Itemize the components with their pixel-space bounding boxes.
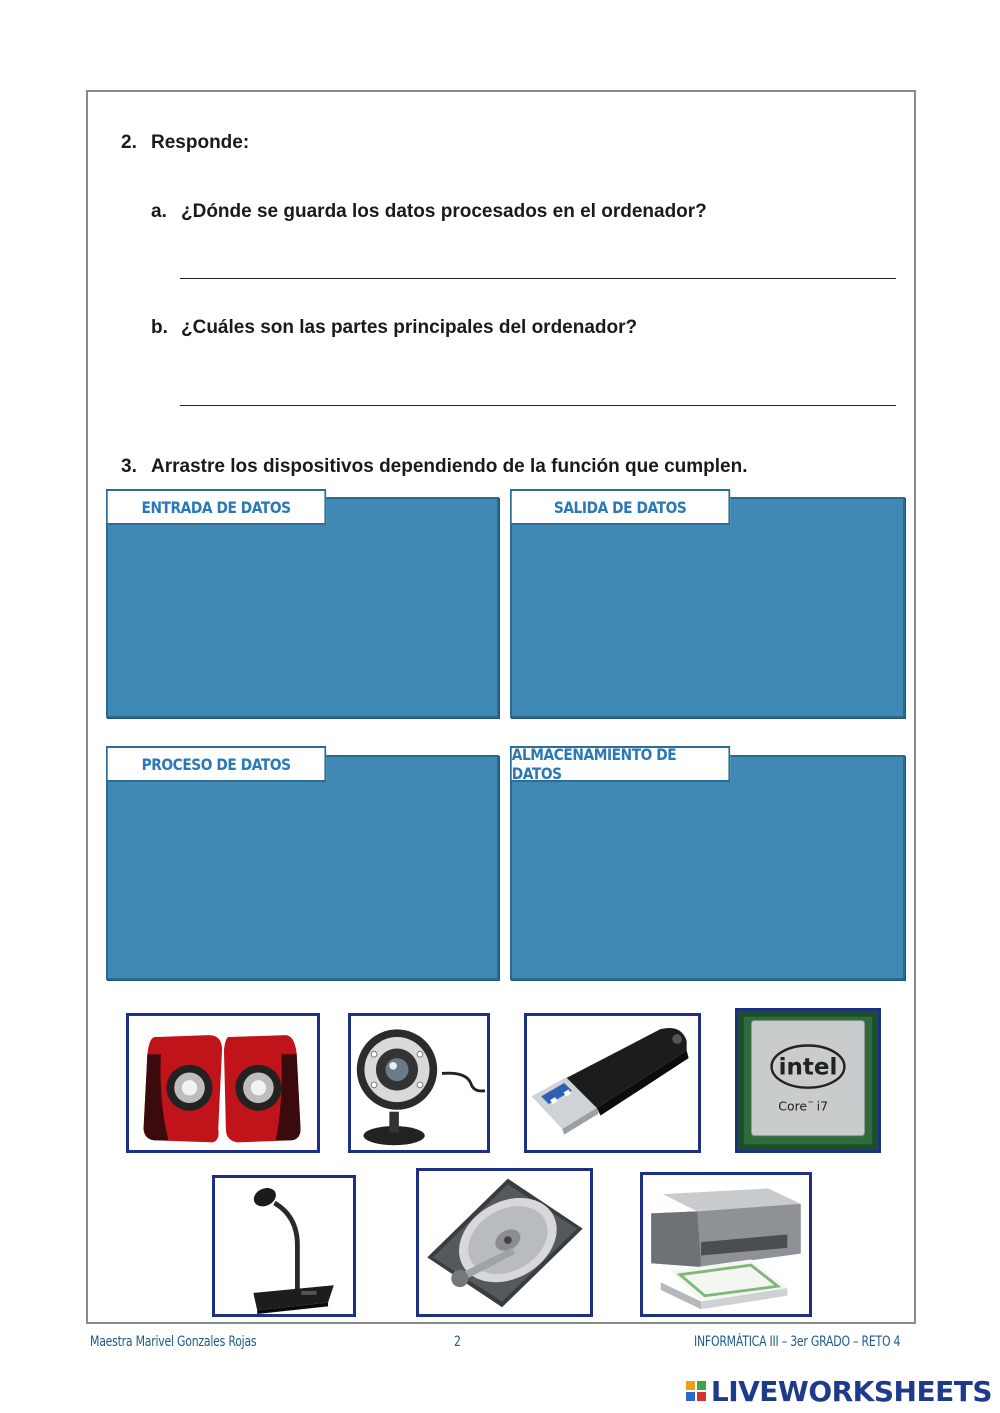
intel-label: intel (778, 1054, 838, 1081)
liveworksheets-logo[interactable] (685, 1375, 992, 1407)
question-2a: a. ¿Dónde se guarda los datos procesados en el ordenador? (151, 201, 707, 222)
microphone-icon (215, 1178, 353, 1314)
drop-zone-input[interactable] (106, 497, 499, 718)
question-3-title: 3. Arrastre los dispositivos dependiendo de la función que cumplen. (121, 456, 748, 477)
drop-zone-process[interactable] (106, 755, 499, 980)
device-usb-drive[interactable] (524, 1013, 701, 1153)
usb-drive-icon (527, 1016, 698, 1150)
device-printer[interactable] (640, 1172, 812, 1317)
drop-zone-storage[interactable] (510, 755, 905, 980)
footer-course: INFORMÁTICA III – 3er GRADO – RETO 4 (694, 1334, 901, 1350)
device-speakers[interactable] (126, 1013, 320, 1153)
liveworksheets-wordmark: LIVEWORKSHEETS (710, 1374, 992, 1408)
tab-storage: ALMACENAMIENTO DE DATOS (510, 746, 730, 782)
speakers-icon (129, 1016, 317, 1150)
device-processor[interactable] (735, 1008, 881, 1153)
tab-output: SALIDA DE DATOS (510, 489, 730, 525)
answer-line-b[interactable] (180, 405, 896, 406)
footer-author: Maestra Marivel Gonzales Rojas (90, 1334, 257, 1350)
question-2b: b. ¿Cuáles son las partes principales del ordenador? (151, 317, 638, 338)
footer-page-number: 2 (454, 1334, 461, 1350)
tab-input: ENTRADA DE DATOS (106, 489, 326, 525)
device-webcam[interactable] (348, 1013, 490, 1153)
drop-zone-output[interactable] (510, 497, 905, 718)
device-hard-disk[interactable] (416, 1168, 593, 1317)
question-2-title: 2. Responde: (121, 132, 250, 153)
tab-process: PROCESO DE DATOS (106, 746, 326, 782)
device-microphone[interactable] (212, 1175, 356, 1317)
printer-icon (643, 1175, 809, 1314)
webcam-icon (351, 1016, 487, 1150)
core-i7-label: Core™ i7 (778, 1098, 829, 1114)
liveworksheets-icon (685, 1380, 707, 1402)
hard-disk-icon (419, 1171, 590, 1314)
answer-line-a[interactable] (180, 278, 896, 279)
cpu-icon (738, 1011, 878, 1150)
